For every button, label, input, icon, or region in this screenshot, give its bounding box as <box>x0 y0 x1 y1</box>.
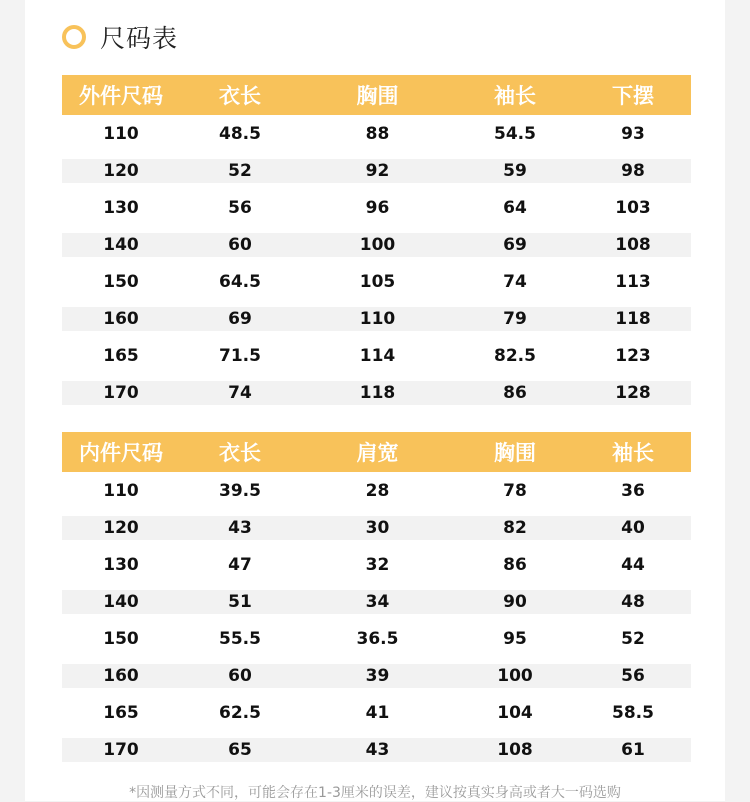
table-cell: 52 <box>228 160 252 181</box>
table-cell: 88 <box>365 123 390 144</box>
outer-size-table <box>62 75 691 411</box>
table-cell: 170 <box>103 382 139 403</box>
table-cell: 71.5 <box>219 345 261 366</box>
table-cell: 64 <box>503 197 527 218</box>
table-cell: 79 <box>503 308 527 329</box>
table-cell: 104 <box>497 702 533 723</box>
table-cell: 120 <box>103 517 139 538</box>
table-cell: 32 <box>365 554 390 575</box>
table-cell: 69 <box>228 308 252 329</box>
table-cell: 43 <box>365 739 390 760</box>
table-cell: 103 <box>615 197 651 218</box>
table-cell: 165 <box>103 345 139 366</box>
header-cell: 衣长 <box>219 84 261 108</box>
table-cell: 82.5 <box>494 345 536 366</box>
header-cell: 胸围 <box>494 441 536 465</box>
header-cell: 内件尺码 <box>79 441 163 465</box>
table-cell: 128 <box>615 382 651 403</box>
table-cell: 170 <box>103 739 139 760</box>
table-row <box>62 516 691 540</box>
measurement-note: *因测量方式不同，可能会存在1-3厘米的误差，建议按真实身高或者大一码选购 <box>129 785 621 801</box>
table-cell: 64.5 <box>219 271 261 292</box>
table-cell: 86 <box>503 382 527 403</box>
table-row <box>62 263 691 300</box>
header-cell: 下摆 <box>612 84 654 108</box>
table-row <box>62 337 691 374</box>
table-cell: 58.5 <box>612 702 654 723</box>
table-cell: 78 <box>503 480 527 501</box>
ring-icon <box>62 25 86 49</box>
table-body <box>62 115 691 405</box>
table-cell: 100 <box>497 665 533 686</box>
section-header <box>62 20 178 54</box>
table-cell: 118 <box>615 308 651 329</box>
inner-size-table <box>62 432 691 768</box>
table-row <box>62 694 691 731</box>
table-cell: 90 <box>503 591 527 612</box>
table-cell: 28 <box>365 480 390 501</box>
table-row <box>62 307 691 331</box>
table-cell: 36.5 <box>356 628 399 649</box>
table-cell: 130 <box>103 197 139 218</box>
table-row <box>62 472 691 509</box>
table-cell: 48.5 <box>219 123 261 144</box>
table-cell: 160 <box>103 308 139 329</box>
table-cell: 95 <box>503 628 527 649</box>
table-cell: 60 <box>228 234 252 255</box>
table-cell: 39.5 <box>219 480 261 501</box>
table-cell: 56 <box>621 665 645 686</box>
table-cell: 160 <box>103 665 139 686</box>
table-cell: 74 <box>228 382 252 403</box>
table-header <box>62 432 691 472</box>
table-cell: 108 <box>497 739 533 760</box>
table-row <box>62 664 691 688</box>
table-cell: 48 <box>621 591 645 612</box>
table-cell: 69 <box>503 234 527 255</box>
table-cell: 41 <box>365 702 390 723</box>
table-cell: 34 <box>365 591 390 612</box>
table-cell: 150 <box>103 628 139 649</box>
header-cell: 袖长 <box>612 441 654 465</box>
header-cell: 外件尺码 <box>79 84 163 108</box>
table-cell: 40 <box>621 517 645 538</box>
table-cell: 62.5 <box>219 702 261 723</box>
table-cell: 113 <box>615 271 651 292</box>
table-row <box>62 738 691 762</box>
table-cell: 86 <box>503 554 527 575</box>
header-cell: 袖长 <box>494 84 536 108</box>
table-cell: 130 <box>103 554 139 575</box>
table-header <box>62 75 691 115</box>
table-cell: 55.5 <box>219 628 261 649</box>
table-cell: 92 <box>365 160 390 181</box>
table-cell: 118 <box>359 382 396 403</box>
table-cell: 98 <box>621 160 645 181</box>
table-cell: 110 <box>103 123 139 144</box>
table-cell: 61 <box>621 739 645 760</box>
table-cell: 140 <box>103 591 139 612</box>
table-cell: 39 <box>365 665 390 686</box>
table-cell: 110 <box>359 308 396 329</box>
table-cell: 36 <box>621 480 645 501</box>
table-cell: 43 <box>228 517 252 538</box>
table-cell: 96 <box>365 197 390 218</box>
table-cell: 30 <box>365 517 390 538</box>
table-cell: 140 <box>103 234 139 255</box>
header-cell: 胸围 <box>356 84 399 108</box>
table-cell: 47 <box>228 554 252 575</box>
table-cell: 100 <box>359 234 396 255</box>
table-cell: 108 <box>615 234 651 255</box>
table-body <box>62 472 691 762</box>
table-row <box>62 381 691 405</box>
header-cell: 肩宽 <box>356 441 399 465</box>
header-cell: 衣长 <box>219 441 261 465</box>
table-cell: 82 <box>503 517 527 538</box>
table-cell: 60 <box>228 665 252 686</box>
table-cell: 59 <box>503 160 527 181</box>
table-cell: 114 <box>359 345 396 366</box>
table-cell: 120 <box>103 160 139 181</box>
table-row <box>62 590 691 614</box>
table-row <box>62 620 691 657</box>
table-cell: 123 <box>615 345 651 366</box>
table-cell: 56 <box>228 197 252 218</box>
table-cell: 150 <box>103 271 139 292</box>
table-row <box>62 546 691 583</box>
table-row <box>62 115 691 152</box>
table-cell: 74 <box>503 271 527 292</box>
section-title: 尺码表 <box>100 24 179 53</box>
table-cell: 93 <box>621 123 645 144</box>
table-cell: 52 <box>621 628 645 649</box>
table-row <box>62 189 691 226</box>
table-cell: 105 <box>359 271 396 292</box>
table-cell: 54.5 <box>494 123 536 144</box>
table-cell: 165 <box>103 702 139 723</box>
table-cell: 51 <box>228 591 252 612</box>
table-cell: 44 <box>621 554 645 575</box>
table-cell: 110 <box>103 480 139 501</box>
table-row <box>62 233 691 257</box>
table-row <box>62 159 691 183</box>
table-cell: 65 <box>228 739 252 760</box>
